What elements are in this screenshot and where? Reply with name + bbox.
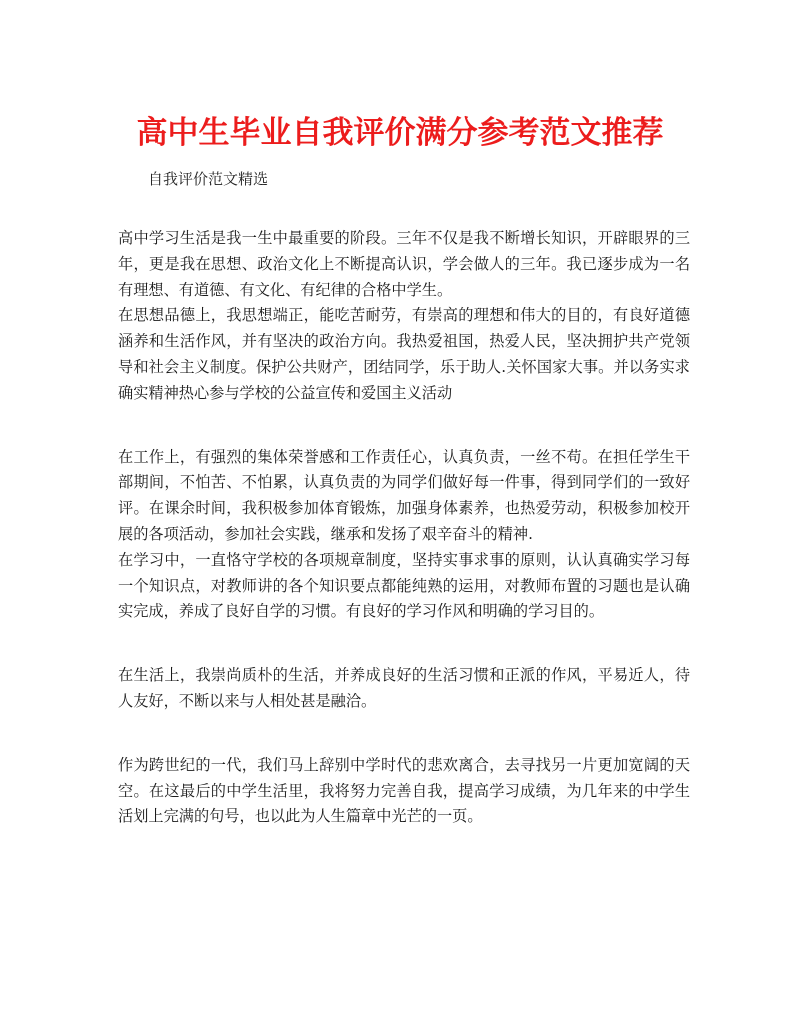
- paragraph-life: 在生活上，我崇尚质朴的生活，并养成良好的生活习惯和正派的作风，平易近人，待人友好，不断以来与人相处甚是融洽。: [118, 666, 690, 710]
- paragraph-study: 在学习中，一直恪守学校的各项规章制度，坚持实事求事的原则，认认真确实学习每一个知识点，对教师讲的各个知识要点都能纯熟的运用，对教师布置的习题也是认确实完成，养成了良好自学的习惯。有良好的学习作风和明确的学习目的。: [118, 550, 690, 621]
- document-title: 高中生毕业自我评价满分参考范文推荐: [136, 115, 664, 151]
- paragraph-conclusion: 作为跨世纪的一代，我们马上辞别中学时代的悲欢离合，去寻找另一片更加宽阔的天空。在这最后的中学生活里，我将努力完善自我，提高学习成绩，为几年来的中学生活划上完满的句号，也以此为人生篇章中光芒的一页。: [118, 755, 690, 826]
- document-subtitle: 自我评价范文精选: [148, 170, 269, 188]
- paragraph-moral: 在思想品德上，我思想端正，能吃苦耐劳，有崇高的理想和伟大的目的，有良好道德涵养和生活作风，并有坚决的政治方向。我热爱祖国，热爱人民，坚决拥护共产党领导和社会主义制度。保护公共财产，团结同学，乐于助人.关怀国家大事。并以务实求确实精神热心参与学校的公益宣传和爱国主义活动: [118, 306, 690, 402]
- paragraph-gap: [118, 625, 690, 663]
- paragraph-work: 在工作上，有强烈的集体荣誉感和工作责任心，认真负责，一丝不苟。在担任学生干部期间，不怕苦、不怕累，认真负责的为同学们做好每一件事，得到同学们的一致好评。在课余时间，我积极参加体育锻炼，加强身体素养，也热爱劳动，积极参加校开展的各项活动，参加社会实践，继承和发扬了艰辛奋斗的精神.: [118, 447, 690, 543]
- paragraph-gap: [118, 715, 690, 753]
- paragraph-intro: 高中学习生活是我一生中最重要的阶段。三年不仅是我不断增长知识，开辟眼界的三年，更是我在思想、政治文化上不断提高认识，学会做人的三年。我已逐步成为一名有理想、有道德、有文化、有纪律的合格中学生。: [118, 229, 690, 299]
- paragraph-gap: [118, 407, 690, 445]
- document-body: [118, 226, 690, 830]
